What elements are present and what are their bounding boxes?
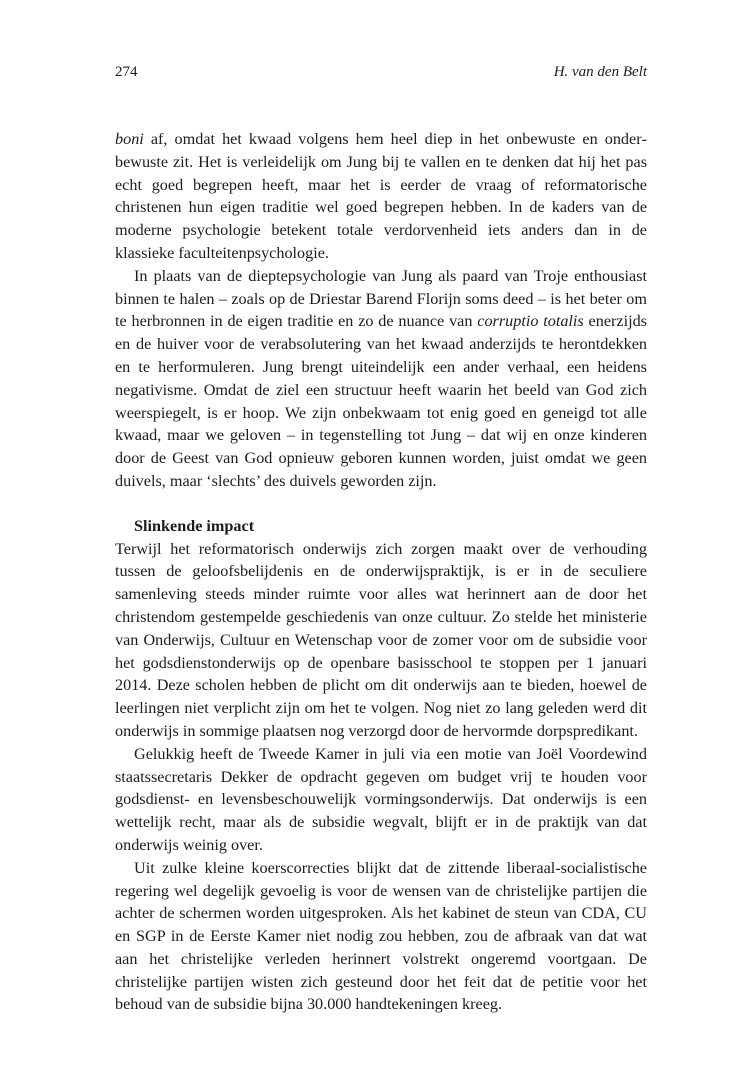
paragraph-2-text-a: In plaats van de dieptepsychologie van Jung als paard van Troje enthousiast binnen te halen – zoals op de Driestar Barend Florijn soms deed – is het beter om te herbronnen in de eigen traditie en zo de nuance van [115,266,647,331]
body-text [115,128,647,1016]
italic-term-corruptio-totalis: corruptio totalis [477,312,584,331]
paragraph-5: Uit zulke kleine koerscorrecties blijkt dat de zittende liberaal-socialistische regering wel degelijk gevoelig is voor de wensen van de christelijke partijen die achter de schermen worden uitgesproken. Als het kabinet de steun van CDA, CU en SGP in de Eerste Kamer niet nodig zou hebben, zou de afbraak van dat wat aan het christelijke verleden herinnert volstrekt ongeremd voortgaan. De christelijke partijen wisten zich gesteund door het feit dat de petitie voor het behoud van de subsidie bijna 30.000 handtekeningen kreeg. [115,858,647,1014]
running-head-author: H. van den Belt [553,64,647,80]
page-number: 274 [115,64,138,80]
italic-term-boni: boni [115,130,144,148]
section-heading: Slinkende impact [134,516,255,535]
paragraph-4: Gelukkig heeft de Tweede Kamer in juli via een motie van Joël Voordewind staatssecretaris Dekker de opdracht gegeven om budget vrij te houden voor godsdienst- en levensbeschouwelijk vormingsonderwijs. Dat onderwijs is een wettelijk recht, maar als de subsidie wegvalt, blijft er in de praktijk van dat onderwijs weinig over. [115,744,647,854]
paragraph-1 [115,128,647,265]
paragraph-1-text: af, omdat het kwaad volgens hem heel diep in het onbewuste en onderbewuste zit. Het is verleidelijk om Jung bij te vallen en te denken dat hij het pas echt goed begrepen heeft, maar het is eerder de vraag of reformatorische christenen hun eigen traditie wel goed begrepen hebben. In de kaders van de moderne psychologie betekent totale verdorvenheid iets anders dan in de klassieke faculteitenpsychologie. [115,130,647,262]
running-head [115,64,647,84]
paragraph-2 [115,265,647,493]
paragraph-2-text-b: enerzijds en de huiver voor de verabsolutering van het kwaad anderzijds te herontdekken en te herformuleren. Jung brengt uiteindelijk een ander verhaal, een heidens negativisme. Omdat de ziel een structuur heeft waarin het beeld van God zich weerspiegelt, is er hoop. We zijn onbekwaam tot enig goed en geneigd tot alle kwaad, maar we geloven – in tegenstelling tot Jung – dat wij en onze kinderen door de Geest van God opnieuw geboren kunnen worden, juist omdat we geen duivels, maar ‘slechts’ des duivels geworden zijn. [115,312,647,490]
paragraph-3: Terwijl het reformatorisch onderwijs zich zorgen maakt over de verhouding tussen de geloofsbelijdenis en de onderwijspraktijk, is er in de seculiere samenleving steeds minder ruimte voor alles wat herinnert aan de door het christendom gestempelde geschiedenis van onze cultuur. Zo stelde het ministerie van Onderwijs, Cultuur en Wetenschap voor de zomer voor om de subsidie voor het godsdienstonderwijs op de openbare basisschool te stoppen per 1 januari 2014. Deze scholen hebben de plicht om dit onderwijs aan te bieden, hoewel de leerlingen niet verplicht zijn om het te volgen. Nog niet zo lang geleden werd dit onderwijs in sommige plaatsen nog verzorgd door de hervormde dorpspredikant. [115,539,647,740]
